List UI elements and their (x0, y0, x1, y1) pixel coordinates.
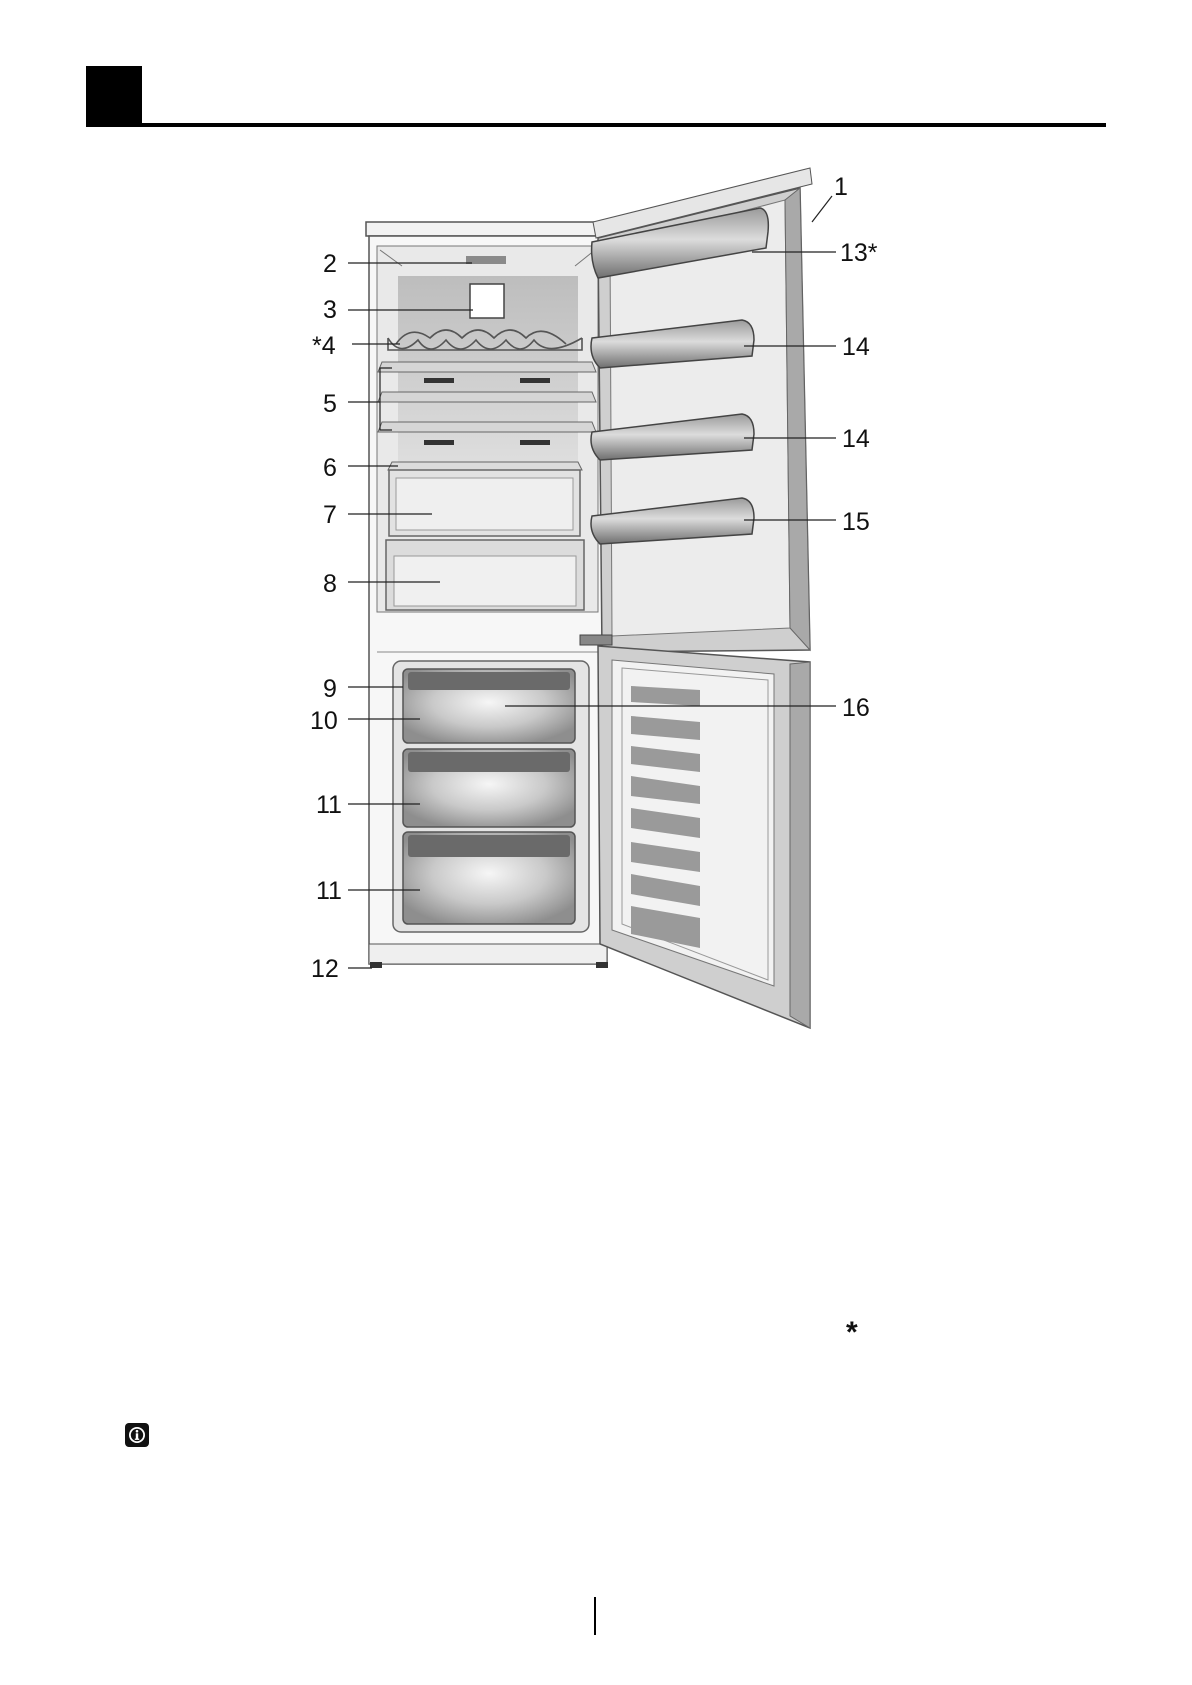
label-4: *4 (312, 332, 336, 360)
label-8: 8 (323, 570, 337, 598)
label-5: 5 (323, 390, 337, 418)
page-number-divider (594, 1597, 596, 1635)
label-11a: 11 (316, 791, 342, 819)
label-10: 10 (310, 707, 338, 735)
crisper-cover (388, 462, 582, 470)
label-7: 7 (323, 501, 337, 529)
label-14b: 14 (842, 425, 870, 453)
label-1: 1 (834, 173, 848, 201)
freezer-door (598, 646, 810, 1028)
middle-hinge (580, 635, 612, 645)
label-3: 3 (323, 296, 337, 324)
footnote-asterisk: * (846, 1316, 858, 1349)
label-11b: 11 (316, 877, 342, 905)
label-6: 6 (323, 454, 337, 482)
label-9: 9 (323, 675, 337, 703)
label-12: 12 (311, 955, 339, 983)
label-15: 15 (842, 508, 870, 536)
label-14a: 14 (842, 333, 870, 361)
thermostat-box (470, 284, 504, 318)
label-16: 16 (842, 694, 870, 722)
info-icon (125, 1423, 149, 1447)
label-13: 13* (840, 239, 878, 267)
freezer-drawers (403, 669, 575, 924)
label-2: 2 (323, 250, 337, 278)
